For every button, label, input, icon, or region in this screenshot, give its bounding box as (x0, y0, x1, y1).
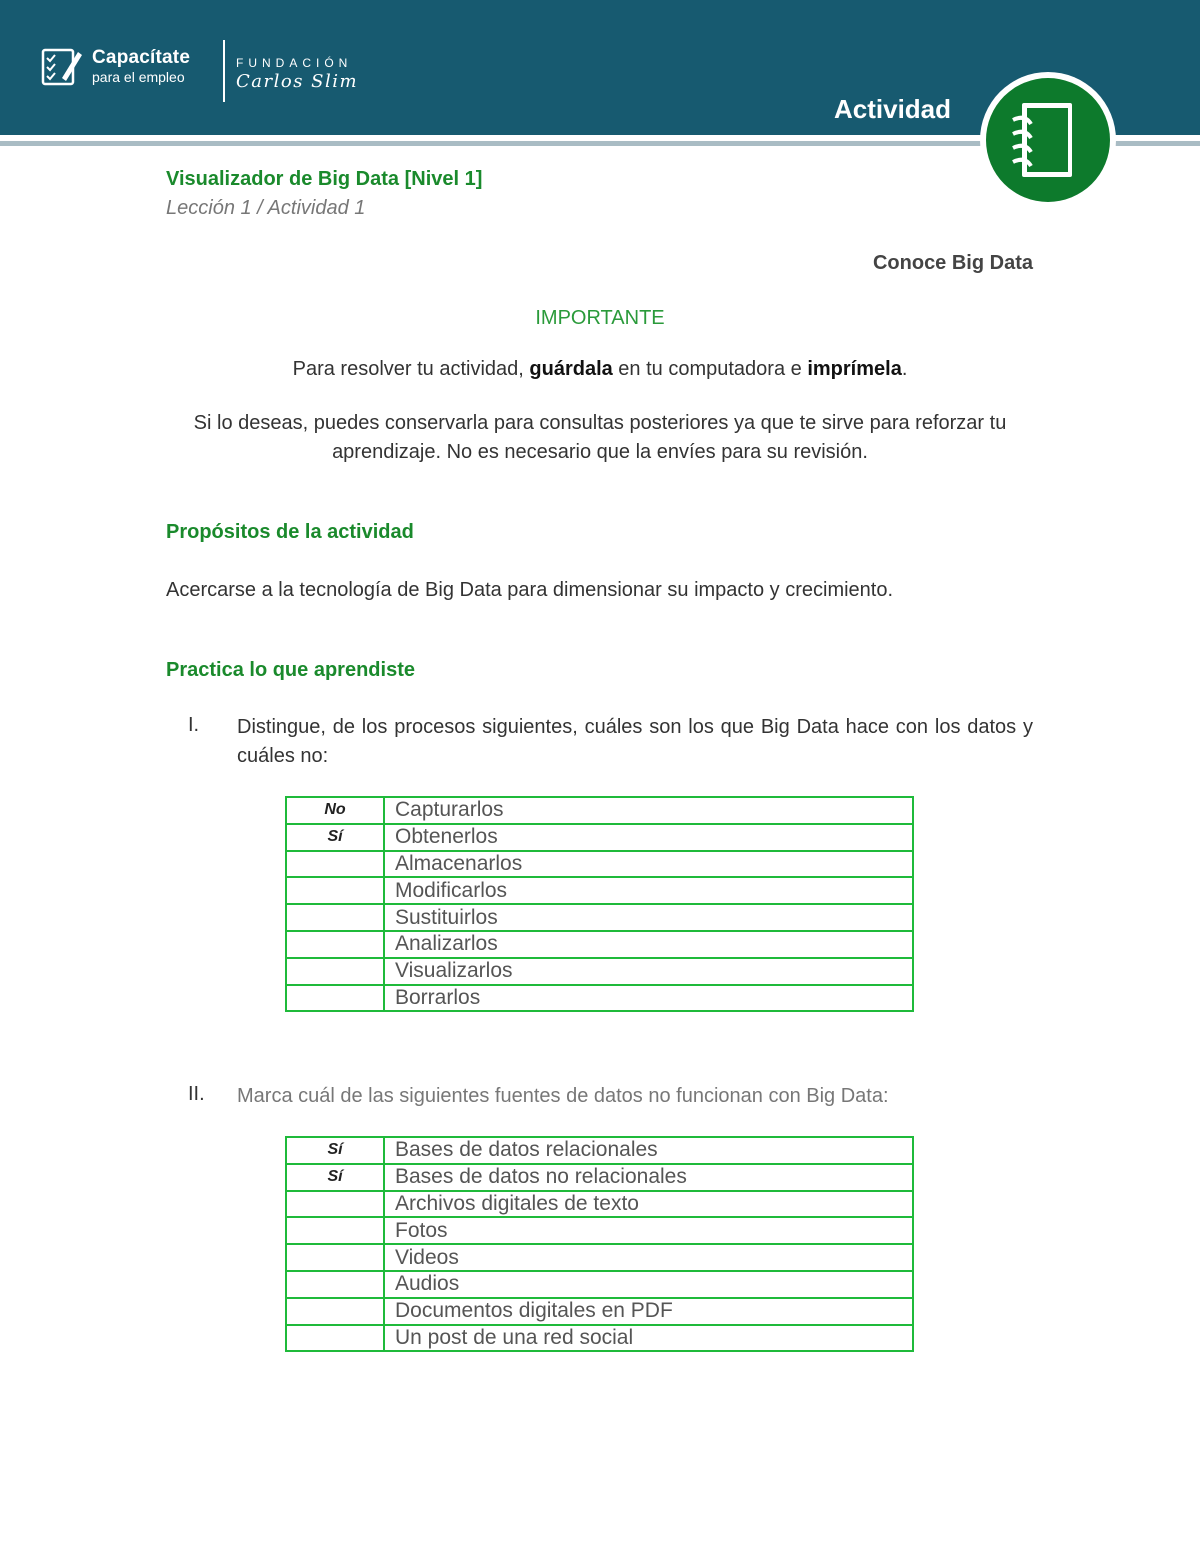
table-row (286, 931, 913, 958)
checklist-icon (40, 44, 84, 88)
item-label-cell: Videos (384, 1244, 913, 1271)
answer-cell[interactable] (286, 904, 384, 931)
logo-divider (223, 40, 225, 102)
table-row (286, 958, 913, 985)
item-label-cell: Borrarlos (384, 985, 913, 1012)
logo-subtitle: para el empleo (92, 69, 185, 85)
table-row (286, 1244, 913, 1271)
table-row (286, 1217, 913, 1244)
item-label-cell: Documentos digitales en PDF (384, 1298, 913, 1325)
table-row (286, 824, 913, 851)
table-row (286, 1137, 913, 1164)
table-row (286, 1164, 913, 1191)
item-label-cell: Un post de una red social (384, 1325, 913, 1352)
answer-cell[interactable] (286, 877, 384, 904)
item-label-cell: Modificarlos (384, 877, 913, 904)
capacitate-logo (40, 44, 190, 88)
purpose-text: Acercarse a la tecnología de Big Data para dimensionar su impacto y crecimiento. (166, 579, 894, 601)
table-row (286, 985, 913, 1012)
item-label-cell: Obtenerlos (384, 824, 913, 851)
table-row (286, 1271, 913, 1298)
document-subtitle: Lección 1 / Actividad 1 (166, 197, 366, 219)
note-text: Si lo deseas, puedes conservarla para consultas posteriores ya que te sirve para reforzar tu aprendizaje. No es necesario que la envíes para su revisión. (193, 412, 1007, 463)
item-label-cell: Bases de datos no relacionales (384, 1164, 913, 1191)
item-label-cell: Visualizarlos (384, 958, 913, 985)
practice-heading: Practica lo que aprendiste (166, 659, 415, 681)
table-row (286, 1325, 913, 1352)
answer-cell[interactable] (286, 1244, 384, 1271)
item-label-cell: Archivos digitales de texto (384, 1191, 913, 1218)
answer-cell[interactable] (286, 1298, 384, 1325)
document-title: Visualizador de Big Data [Nivel 1] (166, 168, 483, 190)
question-1-text: Distingue, de los procesos siguientes, cuáles son los que Big Data hace con los datos y cuáles no: (237, 716, 1033, 767)
item-label-cell: Fotos (384, 1217, 913, 1244)
answer-cell[interactable] (286, 1271, 384, 1298)
table-row (286, 797, 913, 824)
answer-cell[interactable]: Sí (286, 824, 384, 851)
instruction-part: Para resolver tu actividad, (292, 358, 530, 380)
table-row (286, 1298, 913, 1325)
item-label-cell: Bases de datos relacionales (384, 1137, 913, 1164)
notebook-icon (978, 70, 1118, 210)
purpose-heading: Propósitos de la actividad (166, 521, 414, 543)
question-1-number: I. (188, 714, 200, 736)
answer-cell[interactable] (286, 851, 384, 878)
processes-table (285, 796, 914, 1012)
item-label-cell: Analizarlos (384, 931, 913, 958)
answer-cell[interactable] (286, 985, 384, 1012)
question-2-text: Marca cuál de las siguientes fuentes de datos no funcionan con Big Data: (237, 1085, 889, 1107)
instruction-bold-save: guárdala (529, 358, 613, 380)
answer-cell[interactable]: Sí (286, 1164, 384, 1191)
foundation-logo (236, 56, 358, 92)
table-row (286, 877, 913, 904)
logo-title: Capacítate (92, 47, 191, 68)
item-label-cell: Sustituirlos (384, 904, 913, 931)
activity-topic: Conoce Big Data (872, 252, 1033, 274)
answer-cell[interactable]: No (286, 797, 384, 824)
foundation-label: FUNDACIÓN (236, 56, 353, 70)
answer-cell[interactable] (286, 958, 384, 985)
data-sources-table (285, 1136, 914, 1352)
instruction-bold-print: imprímela (807, 358, 902, 380)
item-label-cell: Audios (384, 1271, 913, 1298)
item-label-cell: Almacenarlos (384, 851, 913, 878)
table-row (286, 851, 913, 878)
instruction-part: . (901, 358, 908, 380)
instruction-text (150, 355, 1050, 384)
table-row (286, 1191, 913, 1218)
table-row (286, 904, 913, 931)
answer-cell[interactable] (286, 931, 384, 958)
question-2-number: II. (188, 1083, 205, 1105)
important-label: IMPORTANTE (535, 307, 665, 329)
activity-label: Actividad (834, 94, 952, 124)
answer-cell[interactable] (286, 1217, 384, 1244)
answer-cell[interactable]: Sí (286, 1137, 384, 1164)
answer-cell[interactable] (286, 1325, 384, 1352)
foundation-name: Carlos Slim (236, 71, 359, 92)
item-label-cell: Capturarlos (384, 797, 913, 824)
answer-cell[interactable] (286, 1191, 384, 1218)
instruction-part: en tu computadora e (612, 358, 808, 380)
